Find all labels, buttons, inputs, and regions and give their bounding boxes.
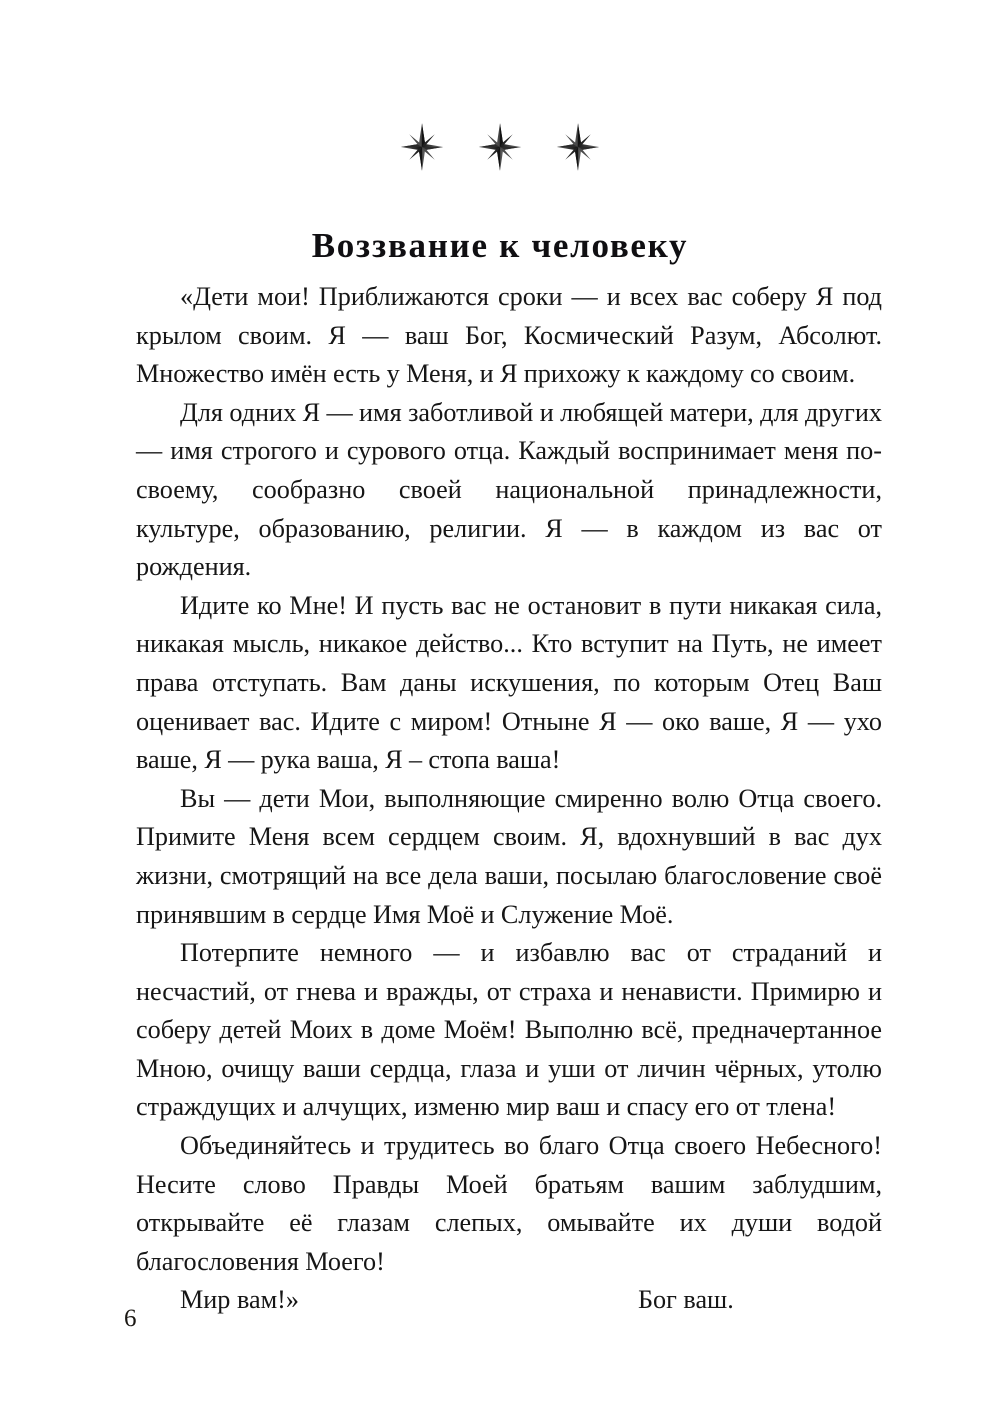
signature-text: Бог ваш. xyxy=(638,1285,734,1315)
paragraph: Вы — дети Мои, выполняющие смиренно волю Отца своего. Примите Меня всем сердцем своим. Я, вдохнувший в вас дух жизни, смотрящий на все дела ваши, посылаю благословение своё принявшим в сердце Имя Моё и Служение Моё. xyxy=(136,783,882,929)
page-title: Воззвание к человеку xyxy=(311,226,689,266)
paragraph: Потерпите немного — и избавлю вас от страданий и несчастий, от гнева и вражды, от страха и ненависти. Примирю и соберу детей Моих в доме Моём! Выполню всё, предначертанное Мною, очищу ваши сердца, глаза и уши от личин чёрных, утолю страждущих и алчущих, изменю мир ваш и спасу его от тлена! xyxy=(136,938,882,1122)
ornament-divider xyxy=(0,122,1000,172)
compass-rose-star-icon xyxy=(556,122,600,172)
closing-line xyxy=(136,1281,882,1320)
page-number: 6 xyxy=(124,1305,137,1332)
compass-rose-star-icon xyxy=(478,122,522,172)
farewell-text: Мир вам!» xyxy=(180,1285,299,1315)
compass-rose-star-icon xyxy=(400,122,444,172)
paragraph: Идите ко Мне! И пусть вас не остановит в пути никакая сила, никакая мысль, никакое действо... Кто вступит на Путь, не имеет права отступать. Вам даны искушения, по которым Отец Ваш оценивает вас. Идите с миром! Отныне Я — око ваше, Я — ухо ваше, Я — рука ваша, Я – стопа ваша! xyxy=(136,590,882,775)
paragraph: Для одних Я — имя заботливой и любящей матери, для других — имя строгого и сурового отца. Каждый воспринимает меня по-своему, сообразно своей национальной принадлежности, культуре, образованию, религии. Я — в каждом из вас от рождения. xyxy=(136,397,882,582)
paragraph: «Дети мои! Приближаются сроки — и всех вас соберу Я под крылом своим. Я — ваш Бог, Космический Разум, Абсолют. Множество имён есть у Меня, и Я прихожу к каждому со своим. xyxy=(136,282,882,389)
paragraph: Объединяйтесь и трудитесь во благо Отца своего Небесного! Несите слово Правды Моей братьям вашим заблудшим, открывайте её глазам слепых, омывайте их души водой благословения Моего! xyxy=(136,1131,882,1276)
body-text xyxy=(136,278,882,1320)
